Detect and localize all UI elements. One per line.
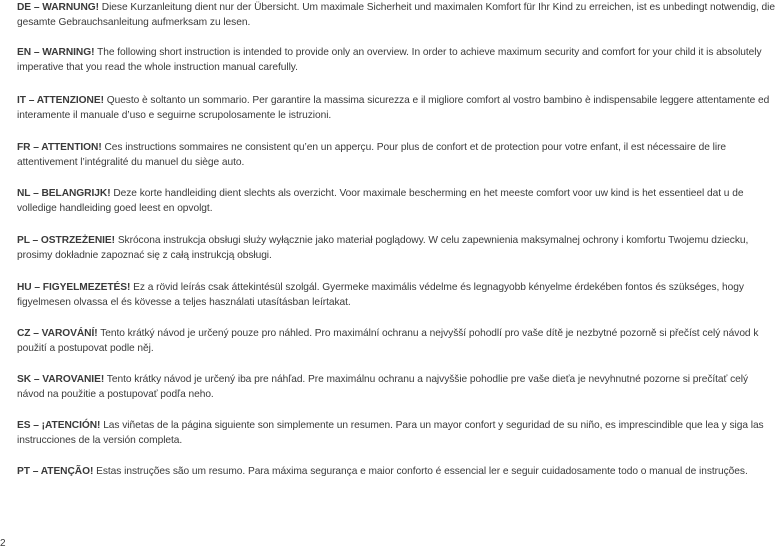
warning-text: Ez a rövid leírás csak áttekintésül szolgál. Gyermeke maximális védelme és legnagyobb kényelme érdekében fontos és szükséges, hogy figyelmesen olvassa el és kövesse a teljes használati utasításban leírtakat.: [17, 282, 744, 308]
warning-text: Diese Kurzanleitung dient nur der Übersicht. Um maximale Sicherheit und maximalen Komfort für Ihr Kind zu erreichen, ist es unbedingt notwendig, die gesamte Gebrauchsanleitung aufmerksam zu lesen.: [17, 2, 776, 28]
page-number: 2: [0, 538, 6, 549]
warning-en: [17, 45, 777, 75]
warning-heading: DE – WARNUNG!: [17, 2, 99, 13]
warning-es: [17, 418, 777, 448]
warning-heading: IT – ATTENZIONE!: [17, 95, 104, 106]
warning-text: Tento krátký návod je určený pouze pro náhled. Pro maximální ochranu a nejvyšší pohodlí pro vaše dítě je nezbytné pozorně si přečíst celý návod k použití a postupovat podle něj.: [17, 328, 759, 354]
warning-text: Las viñetas de la página siguiente son simplemente un resumen. Para un mayor confort y seguridad de su niño, es imprescindible que lea y siga las instrucciones de la versión completa.: [17, 420, 764, 446]
warning-text: Skrócona instrukcja obsługi służy wyłącznie jako materiał poglądowy. W celu zapewnienia maksymalnej ochrony i komfortu Twojemu dziecku, prosimy dokładnie zapoznać się z całą instrukcją obsługi.: [17, 235, 749, 261]
warning-heading: ES – ¡ATENCIÓN!: [17, 420, 101, 431]
warning-sk: [17, 372, 777, 402]
warning-pt: [17, 464, 777, 479]
warning-heading: PL – OSTRZEŻENIE!: [17, 235, 116, 246]
warning-heading: CZ – VAROVÁNÍ!: [17, 328, 98, 339]
warning-it: [17, 93, 777, 123]
warning-hu: [17, 280, 777, 310]
warning-heading: FR – ATTENTION!: [17, 142, 102, 153]
warning-text: The following short instruction is intended to provide only an overview. In order to achieve maximum security and comfort for your child it is absolutely imperative that you read the whole instruction manual carefully.: [17, 47, 762, 73]
warning-cz: [17, 326, 777, 356]
warning-nl: [17, 186, 777, 216]
warning-text: Questo è soltanto un sommario. Per garantire la massima sicurezza e il migliore comfort al vostro bambino è indispensabile leggere attentamente ed interamente il manuale d’uso e seguirne scrupolosamente le istruzioni.: [17, 95, 770, 121]
warning-heading: HU – FIGYELMEZETÉS!: [17, 282, 131, 293]
warning-de: [17, 0, 777, 30]
warning-pl: [17, 233, 777, 263]
warning-heading: EN – WARNING!: [17, 47, 95, 58]
warning-heading: PT – ATENÇÃO!: [17, 466, 94, 477]
warning-text: Estas instruções são um resumo. Para máxima segurança e maior conforto é essencial ler e seguir cuidadosamente todo o manual de instruções.: [96, 466, 748, 477]
warning-text: Ces instructions sommaires ne consistent qu’en un apperçu. Pour plus de confort et de protection pour votre enfant, il est nécessaire de lire attentivement l’intégralité du manuel du siège auto.: [17, 142, 727, 168]
warning-text: Deze korte handleiding dient slechts als overzicht. Voor maximale bescherming en het meeste comfort voor uw kind is het essentieel dat u de volledige handleiding goed leest en opvolgt.: [17, 188, 744, 214]
warning-fr: [17, 140, 777, 170]
warning-heading: SK – VAROVANIE!: [17, 374, 105, 385]
warning-text: Tento krátky návod je určený iba pre náhľad. Pre maximálnu ochranu a najvyššie pohodlie pre vaše dieťa je nevyhnutné pozorne si prečítať celý návod na použitie a postupovať podľa neho.: [17, 374, 749, 400]
warning-heading: NL – BELANGRIJK!: [17, 188, 111, 199]
